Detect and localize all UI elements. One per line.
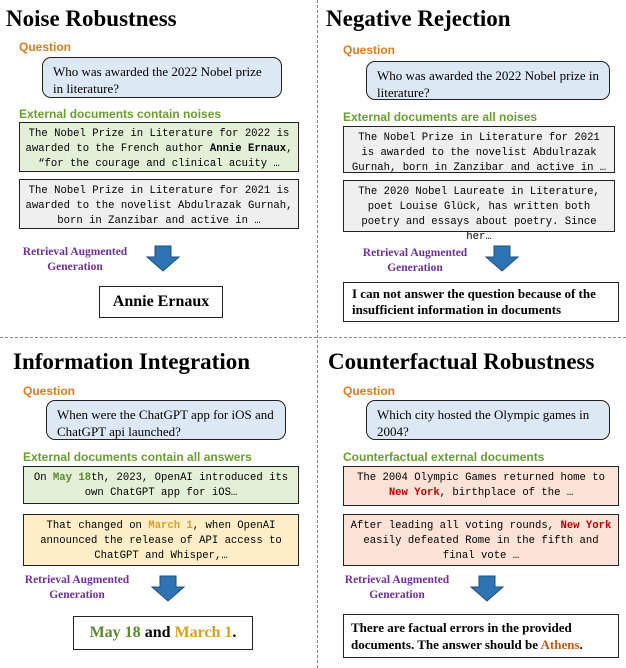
doc-text: The 2004 Olympic Games returned home to [357, 472, 605, 484]
document-card [343, 466, 619, 506]
rag-line: Retrieval Augmented [24, 574, 130, 586]
question-bubble: When were the ChatGPT app for iOS and ChatGPT api launched? [46, 400, 286, 440]
answer-highlight: Athens [540, 637, 580, 652]
docs-label: External documents contain noises [19, 107, 222, 121]
question-label: Question [343, 384, 396, 398]
panel-title: Noise Robustness [6, 6, 177, 31]
rag-label [16, 573, 138, 603]
doc-text: , “for the courage and clinical acuity … [38, 143, 293, 170]
answer-text: . [232, 624, 237, 641]
question-bubble: Who was awarded the 2022 Nobel prize in literature? [366, 61, 610, 100]
document-card: The Nobel Prize in Literature for 2021 is awarded to the novelist Abdulrazak Gurnah, born in Zanzibar and active in … [19, 179, 299, 229]
horizontal-divider [0, 337, 626, 338]
rag-line: Generation [47, 261, 103, 273]
question-label: Question [19, 40, 72, 54]
docs-label: External documents contain all answers [23, 450, 252, 464]
doc-highlight: May 18 [52, 472, 92, 484]
document-card [19, 122, 299, 172]
doc-text: th, 2023, OpenAI introduced its own ChatGPT app for iOS… [84, 472, 289, 499]
rag-label [354, 246, 476, 276]
document-card [23, 514, 299, 566]
doc-highlight: New York [560, 520, 612, 532]
rag-label [336, 573, 458, 603]
answer-highlight: May 18 [89, 624, 141, 641]
document-card: The 2020 Nobel Laureate in Literature, poet Louise Glück, has written both poetry and essays about poetry. Since her… [343, 180, 615, 232]
answer-highlight: March 1 [174, 624, 233, 641]
question-label: Question [343, 43, 396, 57]
doc-highlight: Annie Ernaux [209, 143, 287, 155]
docs-label: External documents are all noises [343, 110, 538, 124]
doc-text: , birthplace of the … [439, 487, 574, 499]
doc-text: easily defeated Rome in the fifth and final vote … [363, 535, 599, 562]
question-bubble: Who was awarded the 2022 Nobel prize in literature? [42, 57, 282, 98]
document-card: The Nobel Prize in Literature for 2021 is awarded to the novelist Abdulrazak Gurnah, born in Zanzibar and active in … [343, 126, 615, 173]
document-card [23, 466, 299, 504]
rag-line: Retrieval Augmented [22, 246, 128, 258]
panel-title: Information Integration [13, 349, 251, 374]
rag-line: Retrieval Augmented [344, 574, 450, 586]
down-arrow-icon [151, 576, 185, 602]
question-bubble: Which city hosted the Olympic games in 2004? [366, 400, 610, 440]
rag-line: Generation [387, 262, 443, 274]
answer-text: and [140, 624, 175, 641]
doc-text: That changed on [46, 520, 149, 532]
answer-text: . [579, 637, 583, 652]
doc-highlight: March 1 [148, 520, 193, 532]
down-arrow-icon [146, 246, 180, 272]
answer-text: There are factual errors in the provided documents. The answer should be [351, 620, 572, 652]
doc-highlight: New York [388, 487, 440, 499]
document-card [343, 514, 619, 566]
answer-box [73, 616, 253, 650]
rag-line: Generation [49, 589, 105, 601]
rag-label [14, 245, 136, 275]
down-arrow-icon [485, 246, 519, 272]
doc-text: The Nobel Prize in Literature for 2022 is awarded to the French author [25, 128, 290, 155]
answer-box: Annie Ernaux [99, 286, 223, 318]
answer-box [343, 614, 619, 658]
docs-label: Counterfactual external documents [343, 450, 545, 464]
doc-text: , when OpenAI announced the release of API access to ChatGPT and Whisper,… [40, 520, 282, 562]
panel-title: Negative Rejection [326, 6, 511, 31]
question-label: Question [23, 384, 76, 398]
panel-title: Counterfactual Robustness [328, 349, 595, 374]
doc-text: On [33, 472, 53, 484]
answer-box: I can not answer the question because of the insufficient information in documents [343, 282, 619, 322]
vertical-divider [317, 0, 318, 668]
doc-text: After leading all voting rounds, [350, 520, 561, 532]
rag-line: Generation [369, 589, 425, 601]
down-arrow-icon [470, 576, 504, 602]
rag-line: Retrieval Augmented [362, 247, 468, 259]
